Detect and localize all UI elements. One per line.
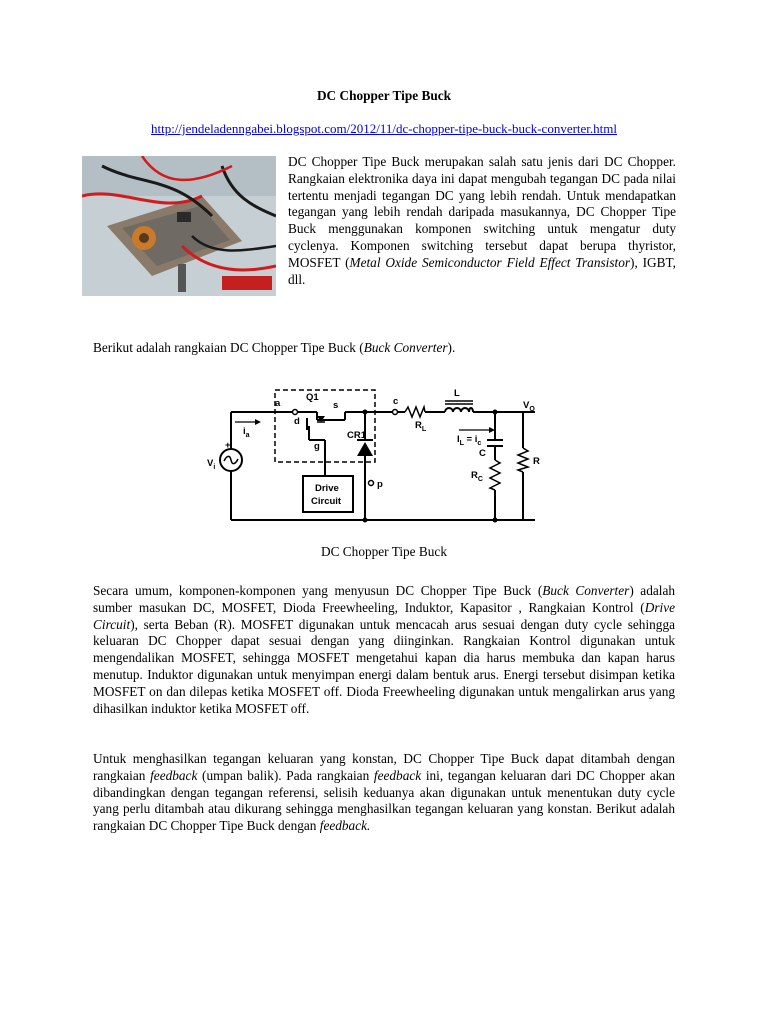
node-a-label: a	[275, 398, 281, 409]
cr1-label: CR1	[347, 430, 367, 441]
circuit-photo	[82, 156, 276, 296]
ia-label: $i_a$	[243, 426, 250, 439]
buck-converter-circuit-diagram	[205, 378, 565, 528]
drive-label-line1: Drive	[315, 483, 339, 494]
capacitor-label: C	[479, 448, 486, 459]
node-c-label: c	[393, 396, 399, 407]
inductor-label: L	[454, 388, 460, 399]
il-ic-label: $I_L = i_c$	[457, 434, 482, 447]
load-r-label: R	[533, 456, 540, 467]
drive-label-line2: Circuit	[311, 496, 342, 507]
rl-label: $R_L$	[415, 420, 427, 433]
gate-label: g	[314, 441, 320, 452]
source-link[interactable]: http://jendeladenngabei.blogspot.com/2012/11/dc-chopper-tipe-buck-buck-converter.html	[150, 121, 618, 136]
feedback-paragraph: Untuk menghasilkan tegangan keluaran yang konstan, DC Chopper Tipe Buck dapat ditambah dengan rangkaian feedback (umpan balik). Pada rangkaian feedback ini, tegangan keluaran dari DC Chopper akan dibandingkan dengan tegangan referensi, selisih keduanya akan digunakan untuk menentukan duty cycle yang perlu ditambah atau dikurang sehingga menghasilkan tegangan keluaran yang konstan. Berikut adalah rangkaian DC Chopper Tipe Buck dengan feedback.	[93, 751, 675, 834]
vi-label: $V_i$	[207, 458, 216, 471]
intro-paragraph: DC Chopper Tipe Buck merupakan salah satu jenis dari DC Chopper. Rangkaian elektronika daya ini dapat mengubah tegangan DC pada nilai tertentu menjadi tegangan DC yang lebih rendah. Untuk mendapatkan tegangan yang lebih rendah daripada masukannya, DC Chopper Tipe Buck menggunakan komponen switching untuk mengatur duty cyclenya. Komponen switching tersebut dapat berupa thyristor, MOSFET (Metal Oxide Semiconductor Field Effect Transistor), IGBT, dll.	[288, 154, 676, 287]
components-paragraph: Secara umum, komponen-komponen yang menyusun DC Chopper Tipe Buck (Buck Converter) adalah sumber masukan DC, MOSFET, Dioda Freewheeling, Induktor, Kapasitor , Rangkaian Kontrol (Drive Circuit), serta Beban (R). MOSFET digunakan untuk mencacah arus sesuai dengan duty cycle sehingga keluaran DC Chopper dapat sesuai dengan yang diinginkan. Rangkaian Kontrol digunakan untuk mengendalikan MOSFET, sehingga MOSFET mengetahui kapan dia harus membuka dan kapan harus menutup. Induktor digunakan untuk menyimpan energi dalam bentuk arus. Energi tersebut disimpan ketika MOSFET on dan dilepas ketika MOSFET off. Dioda Freewheeling digunakan untuk mengalirkan arus yang dihasilkan induktor ketika MOSFET off.	[93, 583, 675, 716]
circuit-intro-paragraph: Berikut adalah rangkaian DC Chopper Tipe Buck (Buck Converter).	[93, 340, 456, 355]
q1-label: Q1	[306, 392, 319, 403]
source-terminal-label: s	[333, 400, 339, 411]
page-title: DC Chopper Tipe Buck	[316, 88, 452, 103]
drain-label: d	[294, 416, 300, 427]
vo-label: $V_O$	[523, 400, 535, 413]
rc-label: $R_C$	[471, 470, 483, 483]
figure-caption: DC Chopper Tipe Buck	[321, 544, 447, 559]
plus-label: +	[225, 440, 231, 451]
node-p-label: p	[377, 479, 383, 490]
